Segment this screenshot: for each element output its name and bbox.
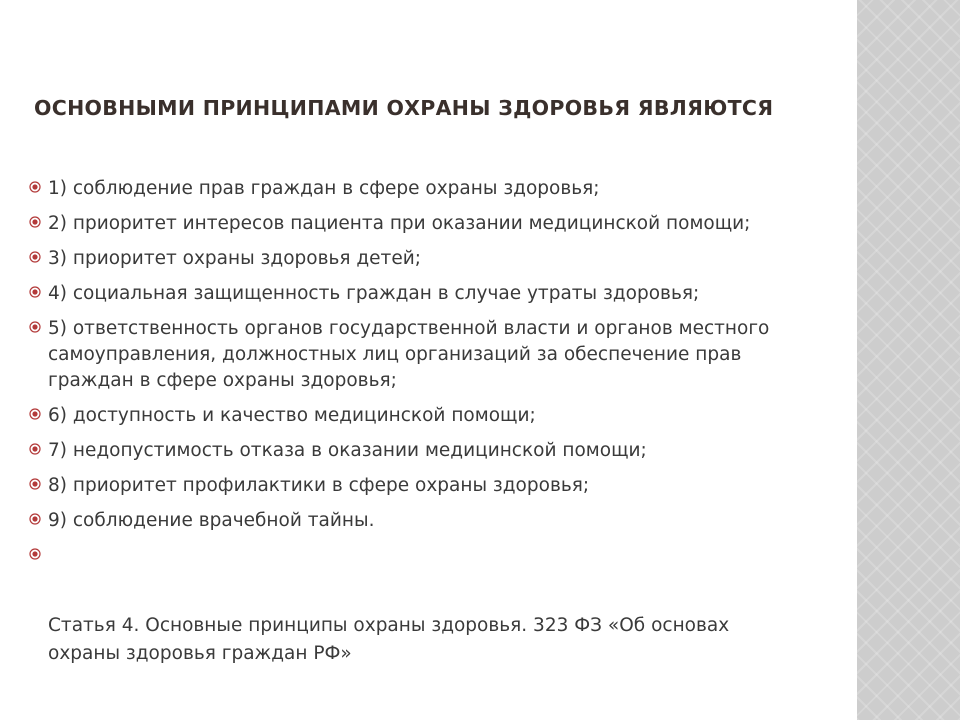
list-item [29,316,829,394]
source-citation: Статья 4. Основные принципы охраны здоровья. 323 ФЗ «Об основах охраны здоровья граждан РФ» [48,615,730,664]
slide-title: ОСНОВНЫМИ ПРИНЦИПАМИ ОХРАНЫ ЗДОРОВЬЯ ЯВЛЯЮТСЯ [34,96,774,120]
list-item-text: 2) приоритет интересов пациента при оказании медицинской помощи; [48,213,751,234]
list-item-empty [29,543,829,569]
list-item [29,508,829,534]
circle-bullet-icon [29,181,41,193]
principles-list [29,176,829,573]
list-item-text: 9) соблюдение врачебной тайны. [48,510,375,531]
circle-bullet-icon [29,513,41,525]
circle-bullet-icon [29,548,41,560]
list-item-text: 4) социальная защищенность граждан в случае утраты здоровья; [48,283,700,304]
circle-bullet-icon [29,286,41,298]
circle-bullet-icon [29,321,41,333]
list-item [29,281,829,307]
circle-bullet-icon [29,408,41,420]
circle-bullet-icon [29,251,41,263]
list-item-text: 5) ответственность органов государственной власти и органов местного самоуправления, должностных лиц организаций за обеспечение прав граждан в сфере охраны здоровья; [48,318,770,391]
list-item-text: 8) приоритет профилактики в сфере охраны здоровья; [48,475,590,496]
list-item [29,246,829,272]
list-item-text: 1) соблюдение прав граждан в сфере охраны здоровья; [48,178,600,199]
list-item [29,403,829,429]
decorative-side-band [857,0,960,720]
list-item-text: 3) приоритет охраны здоровья детей; [48,248,421,269]
circle-bullet-icon [29,478,41,490]
list-item-text: 6) доступность и качество медицинской помощи; [48,405,536,426]
list-item [29,438,829,464]
list-item [29,211,829,237]
list-item [29,176,829,202]
list-item-text: 7) недопустимость отказа в оказании медицинской помощи; [48,440,647,461]
circle-bullet-icon [29,216,41,228]
circle-bullet-icon [29,443,41,455]
list-item [29,473,829,499]
